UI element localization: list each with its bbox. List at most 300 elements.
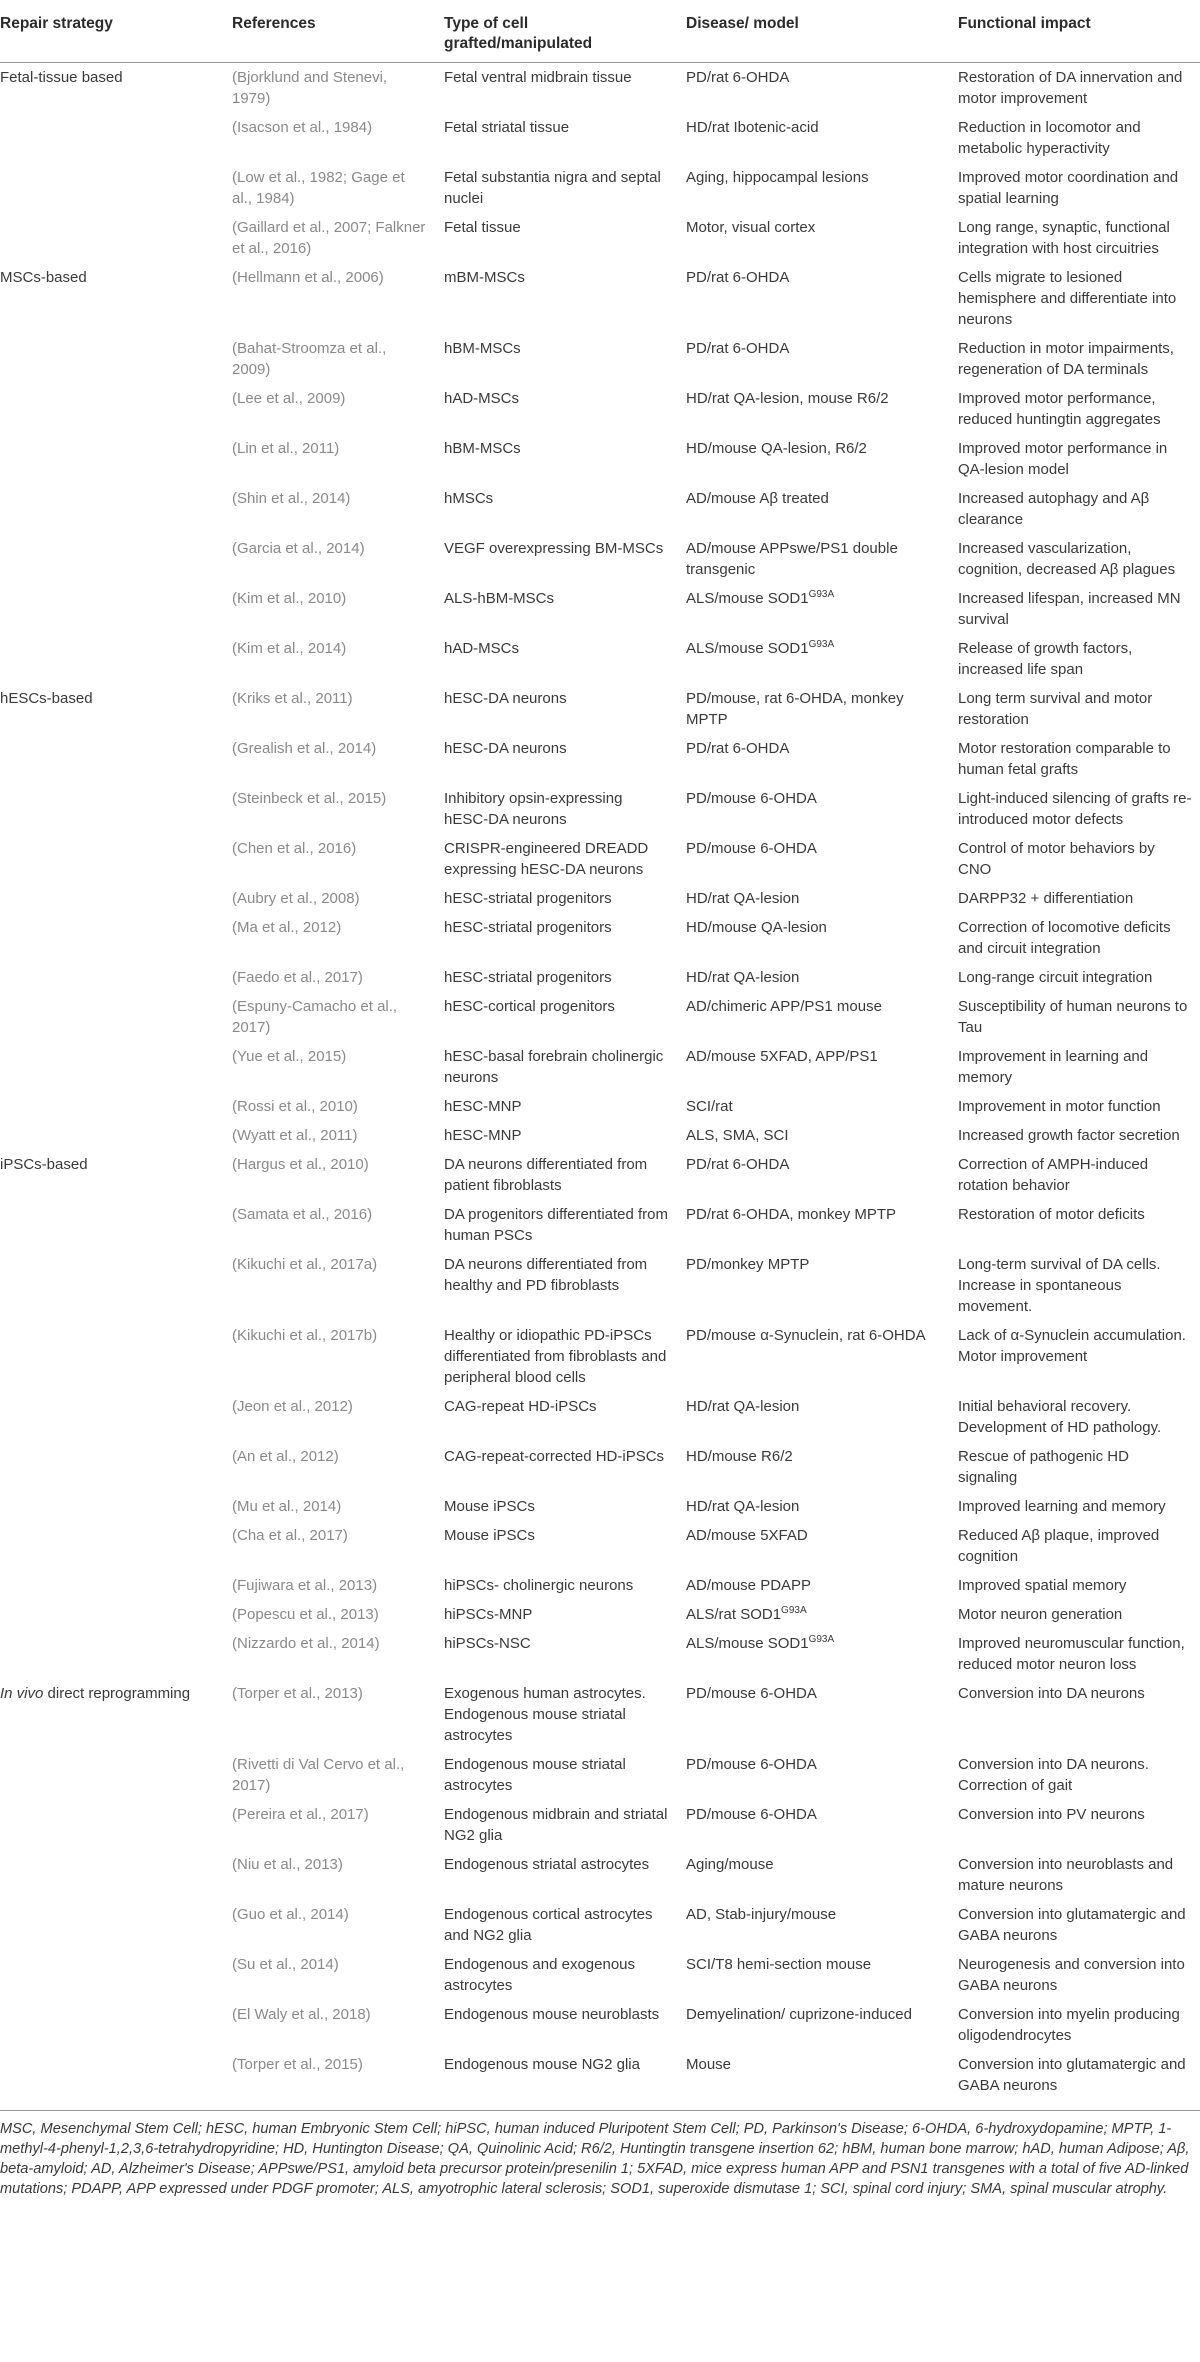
header-cell-type: Type of cell grafted/manipulated [444, 15, 593, 52]
cell-cell-type: hESC-MNP [444, 1127, 522, 1144]
cell-functional-impact: Conversion into neuroblasts and mature neurons [958, 1856, 1174, 1894]
cell-reference[interactable]: (Kikuchi et al., 2017b) [232, 1327, 378, 1344]
cell-cell-type: Endogenous and exogenous astrocytes [444, 1956, 636, 1994]
cell-cell-type: hAD-MSCs [444, 640, 520, 657]
cell-disease-model [678, 113, 950, 163]
cell-functional-impact: Increased autophagy and Aβ clearance [958, 490, 1150, 528]
cell-reference[interactable]: (Jeon et al., 2012) [232, 1398, 353, 1415]
disease-text: HD/rat QA-lesion [686, 1498, 800, 1515]
cell-disease-model [678, 263, 950, 334]
cell-reference[interactable]: (Torper et al., 2013) [232, 1685, 363, 1702]
table-row [0, 1679, 1200, 1750]
cell-reference[interactable]: (Wyatt et al., 2011) [232, 1127, 358, 1144]
cell-functional-impact: Conversion into PV neurons [958, 1806, 1145, 1823]
table-row [0, 1442, 1200, 1492]
header-row [0, 0, 1200, 63]
cell-repair-strategy [0, 1521, 224, 1571]
cell-functional-impact: Conversion into glutamatergic and GABA neurons [958, 1906, 1186, 1944]
cell-cell-type: hESC-striatal progenitors [444, 969, 612, 986]
table-row [0, 1571, 1200, 1600]
table-row [0, 1250, 1200, 1321]
cell-cell-type: Endogenous mouse striatal astrocytes [444, 1756, 626, 1794]
cell-repair-strategy: MSCs-based [0, 269, 87, 286]
cell-cell-type: hESC-DA neurons [444, 740, 567, 757]
table-row [0, 784, 1200, 834]
cell-cell-type: hESC-basal forebrain cholinergic neurons [444, 1048, 664, 1086]
cell-reference[interactable]: (Steinbeck et al., 2015) [232, 790, 387, 807]
cell-functional-impact: Improvement in motor function [958, 1098, 1161, 1115]
cell-repair-strategy [0, 1750, 224, 1800]
cell-repair-strategy [0, 834, 224, 884]
cell-repair-strategy [0, 584, 224, 634]
disease-text: PD/rat 6-OHDA [686, 69, 790, 86]
cell-repair-strategy [0, 1092, 224, 1121]
cell-reference[interactable]: (Ma et al., 2012) [232, 919, 342, 936]
cell-cell-type: hMSCs [444, 490, 494, 507]
cell-functional-impact: Long range, synaptic, functional integration with host circuitries [958, 219, 1170, 257]
cell-functional-impact: Motor restoration comparable to human fetal grafts [958, 740, 1171, 778]
table-header [0, 0, 1200, 63]
cell-functional-impact: Improved motor coordination and spatial learning [958, 169, 1179, 207]
cell-reference[interactable]: (Bjorklund and Stenevi, 1979) [232, 69, 388, 107]
cell-repair-strategy [0, 734, 224, 784]
disease-text: PD/mouse 6-OHDA [686, 840, 817, 857]
disease-text: Aging, hippocampal lesions [686, 169, 869, 186]
disease-superscript: G93A [808, 589, 835, 600]
cell-reference[interactable]: (Kim et al., 2014) [232, 640, 347, 657]
cell-disease-model [678, 1900, 950, 1950]
cell-cell-type: hBM-MSCs [444, 440, 521, 457]
cell-cell-type: hESC-MNP [444, 1098, 522, 1115]
table-row [0, 2000, 1200, 2050]
cell-repair-strategy [0, 784, 224, 834]
disease-text: PD/mouse 6-OHDA [686, 1806, 817, 1823]
cell-repair-strategy [0, 992, 224, 1042]
cell-disease-model [678, 1492, 950, 1521]
cell-disease-model [678, 1679, 950, 1750]
cell-cell-type: CAG-repeat HD-iPSCs [444, 1398, 597, 1415]
cell-cell-type: Mouse iPSCs [444, 1498, 535, 1515]
disease-text: PD/mouse, rat 6-OHDA, monkey MPTP [686, 690, 904, 728]
disease-text: AD/mouse 5XFAD, APP/PS1 [686, 1048, 878, 1065]
cell-repair-strategy [0, 1442, 224, 1492]
cell-cell-type: VEGF overexpressing BM-MSCs [444, 540, 664, 557]
cell-disease-model [678, 534, 950, 584]
cell-reference[interactable]: (Niu et al., 2013) [232, 1856, 343, 1873]
disease-text: ALS/mouse SOD1 [686, 1635, 809, 1652]
cell-functional-impact: Increased lifespan, increased MN survival [958, 590, 1181, 628]
cell-repair-strategy [0, 963, 224, 992]
cell-repair-strategy [0, 1392, 224, 1442]
cell-reference[interactable]: (Cha et al., 2017) [232, 1527, 348, 1544]
cell-functional-impact: Correction of locomotive deficits and circuit integration [958, 919, 1171, 957]
cell-cell-type: Endogenous mouse neuroblasts [444, 2006, 660, 2023]
cell-reference[interactable]: (Faedo et al., 2017) [232, 969, 363, 986]
cell-cell-type: Endogenous striatal astrocytes [444, 1856, 650, 1873]
table-row [0, 834, 1200, 884]
cell-cell-type: Healthy or idiopathic PD-iPSCs differentiated from fibroblasts and peripheral blood cells [444, 1327, 667, 1386]
cell-repair-strategy [0, 884, 224, 913]
cell-cell-type: hiPSCs-MNP [444, 1606, 533, 1623]
table-footnote: MSC, Mesenchymal Stem Cell; hESC, human Embryonic Stem Cell; hiPSC, human induced Pluripotent Stem Cell; PD, Parkinson's Disease; 6-OHDA, 6-hydroxydopamine; MPTP, 1-methyl-4-phenyl-1,2,3,6-tetrahydropyridine; HD, Huntington Disease; QA, Quinolinic Acid; R6/2, Huntingtin transgene insertion 62; hBM, human bone marrow; hAD, human Adipose; Aβ, beta-amyloid; AD, Alzheimer's Disease; APPswe/PS1, amyloid beta precursor protein/presenilin 1; 5XFAD, mice express human APP and PSN1 transgenes with a total of five AD-linked mutations; PDAPP, APP expressed under PDGF promoter; ALS, amyotrophic lateral sclerosis; SOD1, superoxide dismutase 1; SCI, spinal cord injury; SMA, spinal muscular atrophy. [0, 2121, 1190, 2197]
table-row [0, 734, 1200, 784]
table-row [0, 2050, 1200, 2111]
cell-reference[interactable]: (Torper et al., 2015) [232, 2056, 363, 2073]
cell-functional-impact: Rescue of pathogenic HD signaling [958, 1448, 1129, 1486]
cell-repair-strategy [0, 1950, 224, 2000]
cell-disease-model [678, 163, 950, 213]
disease-text: PD/rat 6-OHDA [686, 1156, 790, 1173]
disease-superscript: G93A [808, 639, 835, 650]
cell-repair-strategy [0, 1800, 224, 1850]
disease-text: ALS/mouse SOD1 [686, 640, 809, 657]
cell-disease-model [678, 1200, 950, 1250]
cell-reference[interactable]: (Isacson et al., 1984) [232, 119, 373, 136]
cell-functional-impact: Improved motor performance in QA-lesion model [958, 440, 1168, 478]
cell-cell-type: hBM-MSCs [444, 340, 521, 357]
disease-text: Demyelination/ cuprizone-induced [686, 2006, 912, 2023]
disease-text: SCI/rat [686, 1098, 733, 1115]
cell-reference[interactable]: (Gaillard et al., 2007; Falkner et al., 2016) [232, 219, 426, 257]
cell-repair-strategy [0, 2050, 224, 2111]
cell-disease-model [678, 1850, 950, 1900]
cell-reference[interactable]: (Grealish et al., 2014) [232, 740, 377, 757]
cell-repair-strategy [0, 1321, 224, 1392]
cell-disease-model [678, 1629, 950, 1679]
table-row [0, 992, 1200, 1042]
cell-disease-model [678, 1571, 950, 1600]
table-row [0, 913, 1200, 963]
cell-repair-strategy [0, 2000, 224, 2050]
cell-reference[interactable]: (Bahat-Stroomza et al., 2009) [232, 340, 387, 378]
cell-functional-impact: Increased growth factor secretion [958, 1127, 1180, 1144]
table-row [0, 113, 1200, 163]
cell-repair-strategy [0, 163, 224, 213]
cell-functional-impact: Initial behavioral recovery. Development of HD pathology. [958, 1398, 1162, 1436]
cell-functional-impact: Reduction in locomotor and metabolic hyperactivity [958, 119, 1141, 157]
cell-disease-model [678, 963, 950, 992]
cell-cell-type: Fetal ventral midbrain tissue [444, 69, 632, 86]
table-row [0, 684, 1200, 734]
disease-text: Aging/mouse [686, 1856, 774, 1873]
header-references: References [232, 15, 316, 32]
cell-repair-strategy [0, 534, 224, 584]
cell-cell-type: Endogenous midbrain and striatal NG2 glia [444, 1806, 668, 1844]
disease-text: AD/mouse Aβ treated [686, 490, 829, 507]
cell-disease-model [678, 1150, 950, 1200]
strategy-emphasis: In vivo [0, 1685, 44, 1702]
cell-cell-type: DA progenitors differentiated from human PSCs [444, 1206, 669, 1244]
cell-repair-strategy [0, 113, 224, 163]
cell-repair-strategy [0, 484, 224, 534]
cell-functional-impact: Reduced Aβ plaque, improved cognition [958, 1527, 1160, 1565]
cell-disease-model [678, 484, 950, 534]
cell-disease-model [678, 1392, 950, 1442]
cell-reference[interactable]: (Lee et al., 2009) [232, 390, 346, 407]
table-row [0, 1521, 1200, 1571]
cell-reference[interactable]: (Mu et al., 2014) [232, 1498, 342, 1515]
table-row [0, 1600, 1200, 1629]
table-row [0, 263, 1200, 334]
disease-text: PD/monkey MPTP [686, 1256, 810, 1273]
table-row [0, 634, 1200, 684]
cell-disease-model [678, 1250, 950, 1321]
cell-reference[interactable]: (El Waly et al., 2018) [232, 2006, 371, 2023]
table-row [0, 1092, 1200, 1121]
disease-text: HD/rat QA-lesion [686, 969, 800, 986]
cell-reference[interactable]: (Garcia et al., 2014) [232, 540, 365, 557]
disease-text: AD/chimeric APP/PS1 mouse [686, 998, 882, 1015]
cell-reference[interactable]: (Samata et al., 2016) [232, 1206, 373, 1223]
disease-text: SCI/T8 hemi-section mouse [686, 1956, 872, 1973]
table-row [0, 1121, 1200, 1150]
cell-disease-model [678, 734, 950, 784]
table-row [0, 384, 1200, 434]
cell-functional-impact: Improved spatial memory [958, 1577, 1127, 1594]
cell-disease-model [678, 1321, 950, 1392]
cell-disease-model [678, 1800, 950, 1850]
disease-text: HD/mouse R6/2 [686, 1448, 793, 1465]
cell-cell-type: hiPSCs-NSC [444, 1635, 531, 1652]
cell-reference[interactable]: (Rivetti di Val Cervo et al., 2017) [232, 1756, 405, 1794]
disease-text: AD/mouse APPswe/PS1 double transgenic [686, 540, 898, 578]
cell-disease-model [678, 913, 950, 963]
cell-disease-model [678, 213, 950, 263]
cell-reference[interactable]: (Guo et al., 2014) [232, 1906, 349, 1923]
cell-functional-impact: Correction of AMPH-induced rotation behavior [958, 1156, 1149, 1194]
cell-reference[interactable]: (Hellmann et al., 2006) [232, 269, 384, 286]
table-row [0, 963, 1200, 992]
cell-disease-model [678, 63, 950, 114]
cell-functional-impact: Motor neuron generation [958, 1606, 1123, 1623]
cell-reference[interactable]: (Rossi et al., 2010) [232, 1098, 358, 1115]
cell-functional-impact: Improved learning and memory [958, 1498, 1166, 1515]
table-row [0, 213, 1200, 263]
header-repair-strategy: Repair strategy [0, 15, 113, 32]
cell-reference[interactable]: (Popescu et al., 2013) [232, 1606, 379, 1623]
cell-disease-model [678, 1121, 950, 1150]
table-row [0, 334, 1200, 384]
cell-disease-model [678, 2000, 950, 2050]
cell-disease-model [678, 684, 950, 734]
cell-cell-type: hESC-striatal progenitors [444, 890, 612, 907]
cell-reference[interactable]: (Hargus et al., 2010) [232, 1156, 369, 1173]
table-row [0, 1042, 1200, 1092]
cell-disease-model [678, 384, 950, 434]
cell-reference[interactable]: (Kikuchi et al., 2017a) [232, 1256, 378, 1273]
disease-text: AD, Stab-injury/mouse [686, 1906, 837, 1923]
cell-reference[interactable]: (Aubry et al., 2008) [232, 890, 360, 907]
cell-repair-strategy [0, 634, 224, 684]
cell-cell-type: Endogenous mouse NG2 glia [444, 2056, 640, 2073]
cell-cell-type: CAG-repeat-corrected HD-iPSCs [444, 1448, 665, 1465]
cell-cell-type: hESC-DA neurons [444, 690, 567, 707]
cell-cell-type: Fetal striatal tissue [444, 119, 570, 136]
table-row [0, 1900, 1200, 1950]
cell-reference[interactable]: (Kriks et al., 2011) [232, 690, 353, 707]
cell-repair-strategy [0, 1042, 224, 1092]
cell-disease-model [678, 834, 950, 884]
table-row [0, 584, 1200, 634]
cell-disease-model [678, 434, 950, 484]
header-disease-model: Disease/ model [686, 15, 799, 32]
cell-repair-strategy [0, 1571, 224, 1600]
table-body [0, 63, 1200, 2111]
disease-superscript: G93A [808, 1634, 835, 1645]
cell-cell-type: hiPSCs- cholinergic neurons [444, 1577, 634, 1594]
cell-cell-type: mBM-MSCs [444, 269, 525, 286]
table-row [0, 1321, 1200, 1392]
cell-disease-model [678, 1950, 950, 2000]
cell-repair-strategy: Fetal-tissue based [0, 69, 123, 86]
table-row [0, 884, 1200, 913]
cell-functional-impact: Improvement in learning and memory [958, 1048, 1149, 1086]
cell-reference[interactable]: (Yue et al., 2015) [232, 1048, 347, 1065]
cell-functional-impact: Conversion into DA neurons. Correction of gait [958, 1756, 1149, 1794]
cell-repair-strategy [0, 1200, 224, 1250]
disease-text: ALS/mouse SOD1 [686, 590, 809, 607]
table-row [0, 63, 1200, 114]
cell-repair-strategy [0, 334, 224, 384]
disease-text: HD/rat QA-lesion [686, 890, 800, 907]
cell-functional-impact: Neurogenesis and conversion into GABA neurons [958, 1956, 1185, 1994]
table-row [0, 1200, 1200, 1250]
cell-disease-model [678, 1042, 950, 1092]
cell-repair-strategy [0, 1492, 224, 1521]
disease-text: HD/rat QA-lesion, mouse R6/2 [686, 390, 889, 407]
cell-functional-impact: DARPP32 + differentiation [958, 890, 1134, 907]
disease-text: Mouse [686, 2056, 732, 2073]
cell-cell-type: Mouse iPSCs [444, 1527, 535, 1544]
disease-text: PD/rat 6-OHDA, monkey MPTP [686, 1206, 897, 1223]
cell-reference[interactable]: (Lin et al., 2011) [232, 440, 340, 457]
table-row [0, 163, 1200, 213]
cell-repair-strategy [0, 1250, 224, 1321]
cell-cell-type: Inhibitory opsin-expressing hESC-DA neurons [444, 790, 623, 828]
cell-repair-strategy [0, 1850, 224, 1900]
cell-cell-type: Exogenous human astrocytes. Endogenous mouse striatal astrocytes [444, 1685, 646, 1744]
cell-functional-impact: Susceptibility of human neurons to Tau [958, 998, 1188, 1036]
table-row [0, 1629, 1200, 1679]
cell-cell-type: Fetal substantia nigra and septal nuclei [444, 169, 661, 207]
cell-reference[interactable]: (Fujiwara et al., 2013) [232, 1577, 378, 1594]
disease-text: HD/mouse QA-lesion, R6/2 [686, 440, 867, 457]
cell-reference[interactable]: (Low et al., 1982; Gage et al., 1984) [232, 169, 405, 207]
cell-cell-type: DA neurons differentiated from patient fibroblasts [444, 1156, 648, 1194]
cell-repair-strategy: hESCs-based [0, 690, 93, 707]
cell-repair-strategy [0, 213, 224, 263]
disease-text: AD/mouse 5XFAD [686, 1527, 808, 1544]
cell-disease-model [678, 1092, 950, 1121]
cell-functional-impact: Restoration of DA innervation and motor improvement [958, 69, 1183, 107]
cell-repair-strategy [0, 913, 224, 963]
cell-cell-type: hAD-MSCs [444, 390, 520, 407]
cell-repair-strategy [0, 1121, 224, 1150]
cell-reference[interactable]: (Kim et al., 2010) [232, 590, 347, 607]
table-row [0, 534, 1200, 584]
cell-functional-impact: Conversion into DA neurons [958, 1685, 1145, 1702]
cell-functional-impact: Control of motor behaviors by CNO [958, 840, 1155, 878]
cell-reference[interactable]: (Nizzardo et al., 2014) [232, 1635, 380, 1652]
cell-repair-strategy [0, 384, 224, 434]
cell-functional-impact: Light-induced silencing of grafts re-introduced motor defects [958, 790, 1192, 828]
table-row [0, 1800, 1200, 1850]
cell-disease-model [678, 2050, 950, 2111]
disease-superscript: G93A [781, 1605, 807, 1616]
disease-text: AD/mouse PDAPP [686, 1577, 812, 1594]
cell-functional-impact: Long-range circuit integration [958, 969, 1153, 986]
cell-functional-impact: Conversion into glutamatergic and GABA neurons [958, 2056, 1186, 2094]
cell-functional-impact: Increased vascularization, cognition, decreased Aβ plagues [958, 540, 1176, 578]
cell-reference[interactable]: (Pereira et al., 2017) [232, 1806, 369, 1823]
table-row [0, 1950, 1200, 2000]
table-row [0, 434, 1200, 484]
cell-repair-strategy [0, 1900, 224, 1950]
cell-cell-type: hESC-striatal progenitors [444, 919, 612, 936]
table-row [0, 1392, 1200, 1442]
cell-cell-type: hESC-cortical progenitors [444, 998, 615, 1015]
cell-reference[interactable]: (Chen et al., 2016) [232, 840, 357, 857]
disease-text: HD/rat QA-lesion [686, 1398, 800, 1415]
disease-text: PD/mouse α-Synuclein, rat 6-OHDA [686, 1327, 926, 1344]
table-row [0, 1150, 1200, 1200]
cell-functional-impact: Release of growth factors, increased life span [958, 640, 1133, 678]
cell-repair-strategy [0, 1600, 224, 1629]
disease-text: ALS, SMA, SCI [686, 1127, 789, 1144]
strategy-label: direct reprogramming [43, 1685, 191, 1702]
disease-text: Motor, visual cortex [686, 219, 816, 236]
disease-text: PD/mouse 6-OHDA [686, 790, 817, 807]
cell-functional-impact: Lack of α-Synuclein accumulation. Motor improvement [958, 1327, 1186, 1365]
table-row [0, 484, 1200, 534]
cell-disease-model [678, 584, 950, 634]
cell-reference[interactable]: (Su et al., 2014) [232, 1956, 339, 1973]
cell-disease-model [678, 992, 950, 1042]
cell-disease-model [678, 884, 950, 913]
cell-functional-impact: Cells migrate to lesioned hemisphere and differentiate into neurons [958, 269, 1177, 328]
cell-disease-model [678, 784, 950, 834]
cell-cell-type: CRISPR-engineered DREADD expressing hESC-DA neurons [444, 840, 649, 878]
cell-functional-impact: Conversion into myelin producing oligodendrocytes [958, 2006, 1180, 2044]
cell-disease-model [678, 1750, 950, 1800]
cell-functional-impact: Improved motor performance, reduced huntingtin aggregates [958, 390, 1161, 428]
disease-text: PD/mouse 6-OHDA [686, 1756, 817, 1773]
cell-cell-type: ALS-hBM-MSCs [444, 590, 555, 607]
cell-reference[interactable]: (Shin et al., 2014) [232, 490, 351, 507]
cell-disease-model [678, 1600, 950, 1629]
cell-functional-impact: Improved neuromuscular function, reduced motor neuron loss [958, 1635, 1185, 1673]
cell-disease-model [678, 634, 950, 684]
cell-repair-strategy [0, 1679, 224, 1750]
cell-cell-type: DA neurons differentiated from healthy and PD fibroblasts [444, 1256, 648, 1294]
disease-text: HD/rat Ibotenic-acid [686, 119, 819, 136]
table-row [0, 1492, 1200, 1521]
cell-disease-model [678, 334, 950, 384]
cell-functional-impact: Long-term survival of DA cells. Increase in spontaneous movement. [958, 1256, 1161, 1315]
table-row [0, 1750, 1200, 1800]
cell-reference[interactable]: (An et al., 2012) [232, 1448, 339, 1465]
cell-reference[interactable]: (Espuny-Camacho et al., 2017) [232, 998, 398, 1036]
table-row [0, 1850, 1200, 1900]
disease-text: PD/rat 6-OHDA [686, 340, 790, 357]
header-functional-impact: Functional impact [958, 15, 1091, 32]
cell-disease-model [678, 1442, 950, 1492]
cell-repair-strategy [0, 1629, 224, 1679]
cell-functional-impact: Restoration of motor deficits [958, 1206, 1145, 1223]
cell-cell-type: Endogenous cortical astrocytes and NG2 glia [444, 1906, 653, 1944]
disease-text: PD/mouse 6-OHDA [686, 1685, 817, 1702]
disease-text: HD/mouse QA-lesion [686, 919, 827, 936]
